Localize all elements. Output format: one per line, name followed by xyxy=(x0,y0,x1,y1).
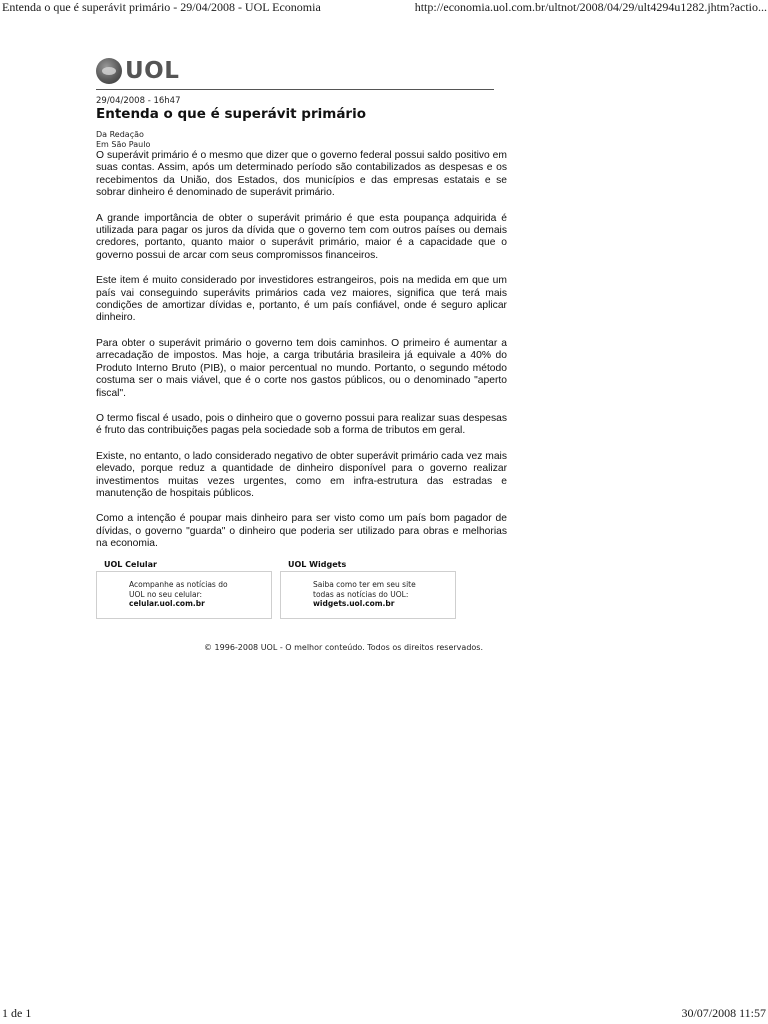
article-dateline: 29/04/2008 - 16h47 xyxy=(96,96,181,106)
promo-title: UOL Widgets xyxy=(288,560,347,569)
article-body xyxy=(96,150,507,564)
article-paragraph: O superávit primário é o mesmo que dizer que o governo federal possui saldo positivo em suas contas. Assim, após um determinado período são contabilizados as despesas e os recebimentos da União, dos Estados, dos municípios e das empresas estatais e se sobrar dinheiro é denominado de superávit primário. xyxy=(96,150,507,199)
logo-text: UOL xyxy=(125,58,180,84)
article-paragraph: A grande importância de obter o superávit primário é que esta poupança adquirida é utilizada para pagar os juros da dívida que o governo tem com outros países ou demais credores, portanto, quanto maior o superávit primário, maior é a capacidade que o governo possui de arcar com seus compromissos financeiros. xyxy=(96,212,507,261)
byline-location: Em São Paulo xyxy=(96,139,151,149)
promo-box xyxy=(96,571,272,619)
byline-author: Da Redação xyxy=(96,130,144,139)
article-headline: Entenda o que é superávit primário xyxy=(96,106,366,122)
article-paragraph: Como a intenção é poupar mais dinheiro para ser visto como um país bom pagador de dívidas, o governo "guarda" o dinheiro que poderia ser utilizado para obras e melhorias na economia. xyxy=(96,513,507,550)
article-paragraph: Para obter o superávit primário o governo tem dois caminhos. O primeiro é aumentar a arrecadação de impostos. Mas hoje, a carga tributária brasileira já equivale a 40% do Produto Interno Bruto (PIB), o maior percentual no mundo. Portanto, o segundo método costuma ser o mais viável, que é o corte nos gastos públicos, ou o denominado "aperto fiscal". xyxy=(96,337,507,399)
promo-uol-widgets xyxy=(280,559,456,619)
print-footer-page: 1 de 1 xyxy=(2,1006,32,1020)
celular-link[interactable]: celular.uol.com.br xyxy=(129,599,205,608)
uol-globe-icon xyxy=(96,58,122,84)
uol-logo[interactable] xyxy=(96,56,179,86)
header-divider xyxy=(96,89,494,90)
promo-title: UOL Celular xyxy=(104,560,157,569)
article-paragraph: Este item é muito considerado por investidores estrangeiros, pois na medida em que um país vai conseguindo superávits primários cada vez maiores, significa que terá mais condições de amortizar dívidas e, portanto, é um país confiável, onde é seguro aplicar dinheiro. xyxy=(96,275,507,324)
article-paragraph: O termo fiscal é usado, pois o dinheiro que o governo possui para realizar suas despesas é fruto das contribuições pagas pela sociedade sob a forma de tributos em geral. xyxy=(96,412,507,437)
copyright-notice: © 1996-2008 UOL - O melhor conteúdo. Todos os direitos reservados. xyxy=(204,643,484,652)
print-footer xyxy=(0,1006,768,1020)
promo-uol-celular xyxy=(96,559,272,619)
promo-text-line: Acompanhe as notícias do xyxy=(129,580,228,589)
article-byline xyxy=(96,130,150,149)
promo-text xyxy=(313,580,453,609)
article-paragraph: Existe, no entanto, o lado considerado negativo de obter superávit primário cada vez mais elevado, porque reduz a quantidade de dinheiro disponível para o governo realizar investimentos muitas vezes urgentes, como em infra-estrutura das estradas e manutenção de hospitais públicos. xyxy=(96,450,507,499)
promo-text-line: todas as notícias do UOL: xyxy=(313,589,409,599)
promo-text xyxy=(129,580,269,609)
promo-box xyxy=(280,571,456,619)
widgets-link[interactable]: widgets.uol.com.br xyxy=(313,599,395,608)
print-header-url: http://economia.uol.com.br/ultnot/2008/04/29/ult4294u1282.jhtm?actio... xyxy=(414,0,767,14)
print-header-title: Entenda o que é superávit primário - 29/04/2008 - UOL Economia xyxy=(2,0,321,14)
promo-text-line: Saiba como ter em seu site xyxy=(313,580,416,589)
print-header xyxy=(0,0,768,14)
promo-text-line: UOL no seu celular: xyxy=(129,589,203,599)
promo-boxes xyxy=(96,559,466,621)
print-footer-date: 30/07/2008 11:57 xyxy=(681,1006,766,1020)
